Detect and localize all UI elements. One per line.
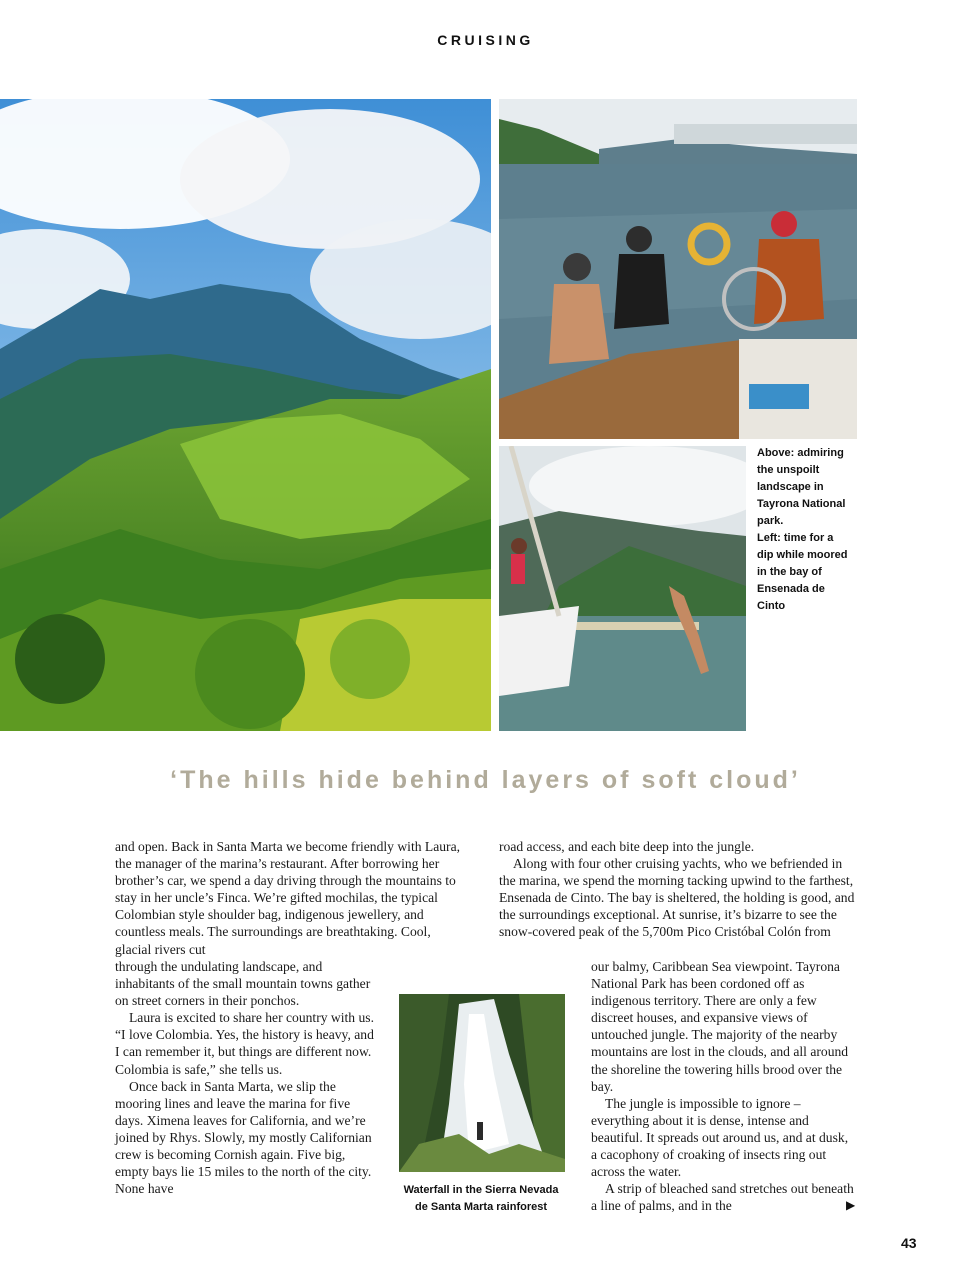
sailing-crew-photo [499, 99, 857, 439]
diving-from-yacht-photo [499, 446, 746, 731]
paragraph: The jungle is impossible to ignore – everything about it is dense, intense and beautiful. It spreads out around us, and at dusk, a cacophony of croaking of insects ring out across the water. [591, 1095, 849, 1180]
article-col2-narrow [591, 958, 857, 1214]
article-col1-narrow [115, 958, 374, 1197]
paragraph: Laura is excited to share her country with us. “I love Colombia. Yes, the history is heavy, and I can remember it, but things are different now. Colombia is safe,” she tells us. [115, 1010, 374, 1077]
caption-line: Waterfall in the Sierra Nevada [403, 1184, 559, 1196]
section-header: CRUISING [437, 32, 534, 48]
caption-line: in the bay of [757, 566, 822, 578]
paragraph: through the undulating landscape, and inhabitants of the small mountain towns gather on street corners in their ponchos. [115, 959, 371, 1009]
caption-line: park. [757, 515, 784, 527]
waterfall-photo [399, 994, 565, 1172]
page-number: 43 [901, 1235, 917, 1251]
mountain-landscape-photo [0, 99, 491, 731]
waterfall-caption [396, 1182, 566, 1216]
paragraph: Once back in Santa Marta, we slip the mooring lines and leave the marina for five days. Ximena leaves for California, and we’re joined by Rhys. Slowly, my mostly Californian crew is becoming Cornish again. Five big, empty bays lie 15 miles to the north of the city. None have [115, 1078, 372, 1197]
caption-line: Left: time for a [757, 532, 834, 544]
caption-line: Tayrona National [757, 498, 846, 510]
photo-caption-right [757, 445, 867, 615]
pull-quote: ‘The hills hide behind layers of soft cloud’ [170, 766, 801, 794]
caption-line: Ensenada de [757, 583, 825, 595]
caption-line: the unspoilt [757, 464, 820, 476]
paragraph: our balmy, Caribbean Sea viewpoint. Tayrona National Park has been cordoned off as indigenous territory. There are only a few discreet houses, and expansive views of untouched jungle. The majority of the nearby mountains are lost in the clouds, and all around the shoreline the towering hills brood over the bay. [591, 959, 849, 1094]
continue-arrow-icon: ▶ [846, 1198, 856, 1212]
caption-line: landscape in [757, 481, 824, 493]
caption-line: Above: admiring [757, 447, 844, 459]
paragraph: road access, and each bite deep into the jungle. [499, 839, 755, 854]
caption-line: dip while moored [757, 549, 848, 561]
caption-line: de Santa Marta rainforest [414, 1201, 548, 1213]
caption-line: Cinto [757, 600, 786, 612]
paragraph: and open. Back in Santa Marta we become friendly with Laura, the manager of the marina’s restaurant. After borrowing her brother’s car, we spend a day driving through the mountains to stay in her uncle’s Finca. We’re gifted mochilas, the typical Colombian style shoulder bag, indigenous jewellery, and countless meals. The surroundings are breathtaking. Cool, glacial rivers cut [115, 839, 461, 957]
article-col2-top [499, 838, 856, 941]
paragraph: Along with four other cruising yachts, who we befriended in the marina, we spend the morning tacking upwind to the farthest, Ensenada de Cinto. The bay is sheltered, the holding is good, and the surroundings exceptional. At sunrise, it’s bizarre to see the snow-covered peak of the 5,700m Pico Cristóbal Colón from [499, 856, 855, 940]
paragraph: A strip of bleached sand stretches out beneath a line of palms, and in the [591, 1181, 854, 1214]
article-col1-top [115, 838, 470, 958]
